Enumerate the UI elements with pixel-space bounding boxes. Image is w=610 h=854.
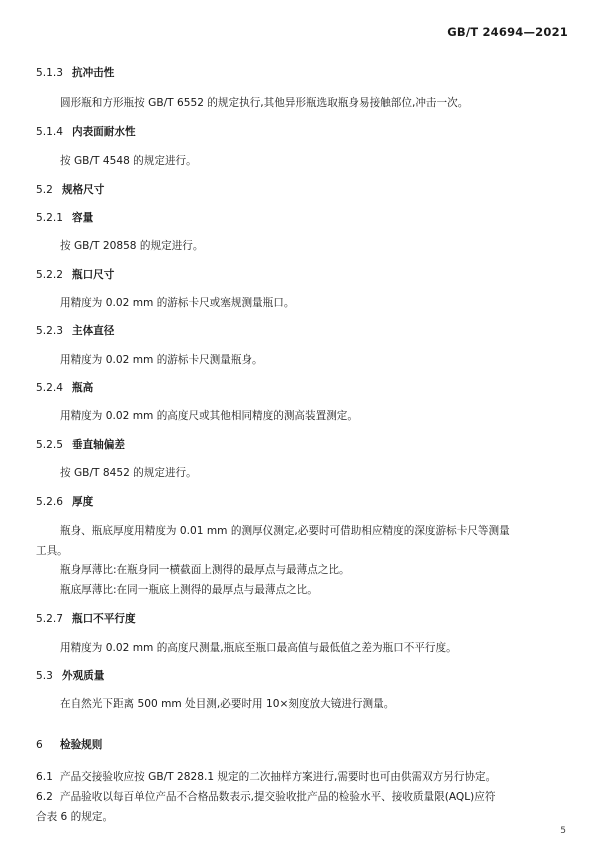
paragraph-continuation: 合表 6 的规定。 bbox=[36, 811, 114, 823]
section-heading bbox=[36, 268, 114, 282]
section-heading bbox=[36, 66, 114, 80]
section-number: 5.1.3 bbox=[36, 67, 63, 79]
section-title: 瓶口尺寸 bbox=[72, 269, 115, 281]
section-heading bbox=[36, 211, 93, 225]
section-title: 瓶高 bbox=[72, 382, 94, 394]
section-number: 5.2.2 bbox=[36, 269, 63, 281]
section-title: 外观质量 bbox=[62, 670, 105, 682]
section-number: 5.2.3 bbox=[36, 325, 63, 337]
numbered-paragraph bbox=[36, 790, 496, 804]
section-title: 内表面耐水性 bbox=[72, 126, 136, 138]
section-title: 抗冲击性 bbox=[72, 67, 115, 79]
definition-line: 瓶底厚薄比:在同一瓶底上测得的最厚点与最薄点之比。 bbox=[60, 584, 318, 596]
paragraph: 按 GB/T 4548 的规定进行。 bbox=[60, 155, 197, 167]
paragraph-text: 产品验收以每百单位产品不合格品数表示,提交验收批产品的检验水平、接收质量限(AQL)应符 bbox=[60, 791, 496, 803]
numbered-paragraph bbox=[36, 770, 496, 784]
section-heading bbox=[36, 495, 93, 509]
section-number: 5.2 bbox=[36, 184, 53, 196]
section-title: 检验规则 bbox=[60, 739, 103, 751]
chapter-heading bbox=[36, 738, 102, 752]
paragraph: 按 GB/T 20858 的规定进行。 bbox=[60, 240, 204, 252]
section-number: 5.2.7 bbox=[36, 613, 63, 625]
section-number: 5.2.1 bbox=[36, 212, 63, 224]
section-number: 5.2.5 bbox=[36, 439, 63, 451]
section-title: 主体直径 bbox=[72, 325, 115, 337]
section-heading bbox=[36, 381, 93, 395]
section-heading bbox=[36, 125, 136, 139]
section-number: 5.1.4 bbox=[36, 126, 63, 138]
section-heading bbox=[36, 438, 125, 452]
section-title: 垂直轴偏差 bbox=[72, 439, 125, 451]
section-heading bbox=[36, 324, 114, 338]
section-title: 容量 bbox=[72, 212, 94, 224]
paragraph: 用精度为 0.02 mm 的游标卡尺或塞规测量瓶口。 bbox=[60, 297, 295, 309]
section-heading bbox=[36, 183, 104, 197]
paragraph: 瓶身、瓶底厚度用精度为 0.01 mm 的测厚仪测定,必要时可借助相应精度的深度游标卡尺等测量 bbox=[60, 525, 510, 537]
section-title: 厚度 bbox=[72, 496, 94, 508]
paragraph-continuation: 工具。 bbox=[36, 545, 68, 557]
paragraph-number: 6.1 bbox=[36, 771, 53, 783]
paragraph-number: 6.2 bbox=[36, 791, 53, 803]
paragraph: 按 GB/T 8452 的规定进行。 bbox=[60, 467, 197, 479]
paragraph: 用精度为 0.02 mm 的游标卡尺测量瓶身。 bbox=[60, 354, 263, 366]
section-number: 5.2.4 bbox=[36, 382, 63, 394]
definition-line: 瓶身厚薄比:在瓶身同一横截面上测得的最厚点与最薄点之比。 bbox=[60, 564, 350, 576]
paragraph: 用精度为 0.02 mm 的高度尺或其他相同精度的测高装置测定。 bbox=[60, 410, 358, 422]
section-heading bbox=[36, 612, 136, 626]
section-number: 5.2.6 bbox=[36, 496, 63, 508]
paragraph: 圆形瓶和方形瓶按 GB/T 6552 的规定执行,其他异形瓶选取瓶身易接触部位,冲击一次。 bbox=[60, 97, 469, 109]
paragraph: 用精度为 0.02 mm 的高度尺测量,瓶底至瓶口最高值与最低值之差为瓶口不平行度。 bbox=[60, 642, 457, 654]
section-number: 6 bbox=[36, 739, 43, 751]
section-title: 规格尺寸 bbox=[62, 184, 105, 196]
section-number: 5.3 bbox=[36, 670, 53, 682]
page-number: 5 bbox=[560, 826, 566, 836]
paragraph: 在自然光下距离 500 mm 处目测,必要时用 10×刻度放大镜进行测量。 bbox=[60, 698, 395, 710]
section-title: 瓶口不平行度 bbox=[72, 613, 136, 625]
section-heading bbox=[36, 669, 104, 683]
paragraph-text: 产品交接验收应按 GB/T 2828.1 规定的二次抽样方案进行,需要时也可由供需双方另行协定。 bbox=[60, 771, 497, 783]
standard-code-header: GB/T 24694—2021 bbox=[447, 25, 568, 39]
